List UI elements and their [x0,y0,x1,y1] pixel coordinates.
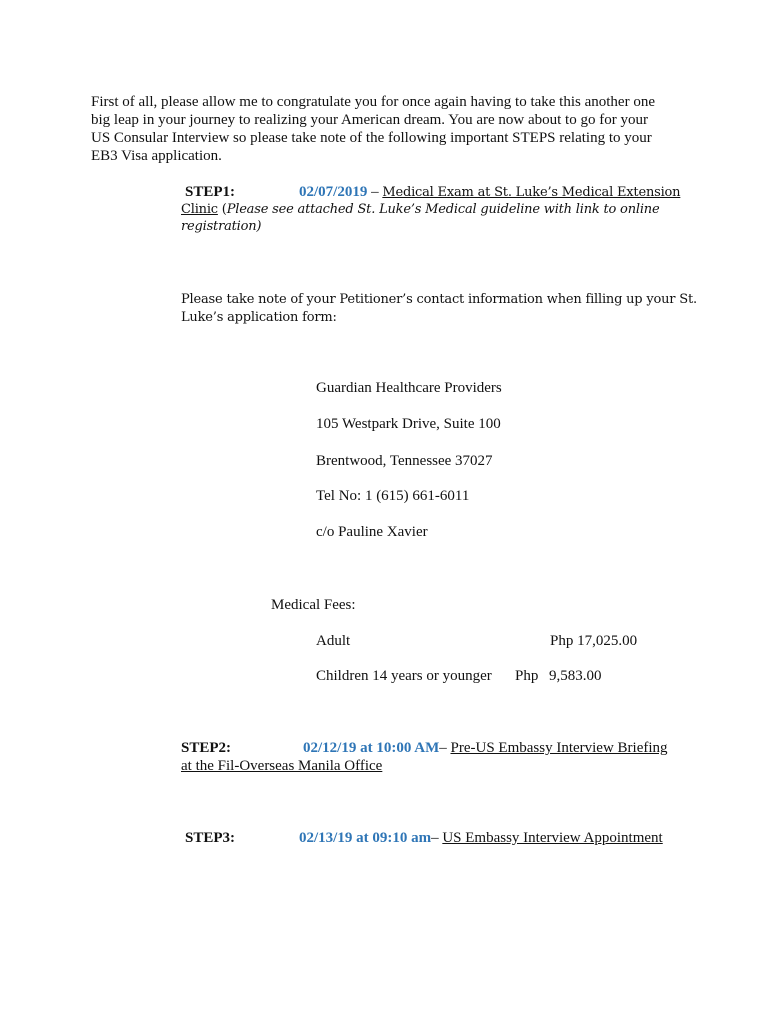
step2-dash: – [439,740,451,756]
intro-line: First of all, please allow me to congratulate you for once again having to take this another one [91,94,655,110]
step2-label [181,739,231,757]
fee-child-amount: 9,583.00 [549,668,602,684]
step2-label-text: STEP2: [181,740,232,756]
step3-date: 02/13/19 at 09:10 am [299,830,432,846]
step2-date: 02/12/19 at 10:00 AM [303,740,440,756]
step3-title: US Embassy Interview Appointment [442,830,663,846]
fees-heading: Medical Fees: [271,597,356,613]
intro-line: US Consular Interview so please take note of the following important STEPS relating to your [91,130,652,146]
petitioner-street: 105 Westpark Drive, Suite 100 [316,416,501,432]
intro-paragraph [91,93,691,165]
step1-label [185,183,235,201]
step1-title-line2 [181,201,659,219]
intro-line: EB3 Visa application. [91,148,222,164]
step3-dash: – [431,830,443,846]
step1-heading [299,183,680,202]
petitioner-note-line1: Please take note of your Petitioner’s contact information when filling up your St. [181,292,697,307]
step3-label-text: STEP3: [185,830,236,846]
step1-note: Please see attached St. Luke’s Medical guideline with link to online [226,202,660,217]
step1-dash: – [367,184,383,200]
fee-child-currency: Php [515,668,539,684]
step1-note-open: ( [217,202,227,217]
step1-note-line2: registration) [181,219,262,234]
petitioner-city: Brentwood, Tennessee 37027 [316,453,493,469]
step2-title: Pre-US Embassy Interview Briefing [450,740,668,756]
step1-date: 02/07/2019 [299,184,368,200]
petitioner-care-of: c/o Pauline Xavier [316,524,428,540]
step1-title: Medical Exam at St. Luke’s Medical Extension [382,185,681,200]
step1-title-cont: Clinic [181,202,218,217]
step1-label-text: STEP1: [185,184,236,200]
petitioner-name: Guardian Healthcare Providers [316,380,502,396]
step2-title-cont: at the Fil-Overseas Manila Office [181,758,383,774]
step3-label [185,829,235,847]
petitioner-tel: Tel No: 1 (615) 661-6011 [316,488,470,504]
step2-heading [303,739,668,757]
step3-heading [299,829,663,847]
step2-title-line2 [181,757,382,775]
fee-adult-label: Adult [316,633,351,649]
petitioner-note-line2: Luke’s application form: [181,310,337,325]
fee-child-label: Children 14 years or younger [316,668,492,684]
fee-adult-amount: Php 17,025.00 [550,633,638,649]
intro-line: big leap in your journey to realizing your American dream. You are now about to go for your [91,112,648,128]
